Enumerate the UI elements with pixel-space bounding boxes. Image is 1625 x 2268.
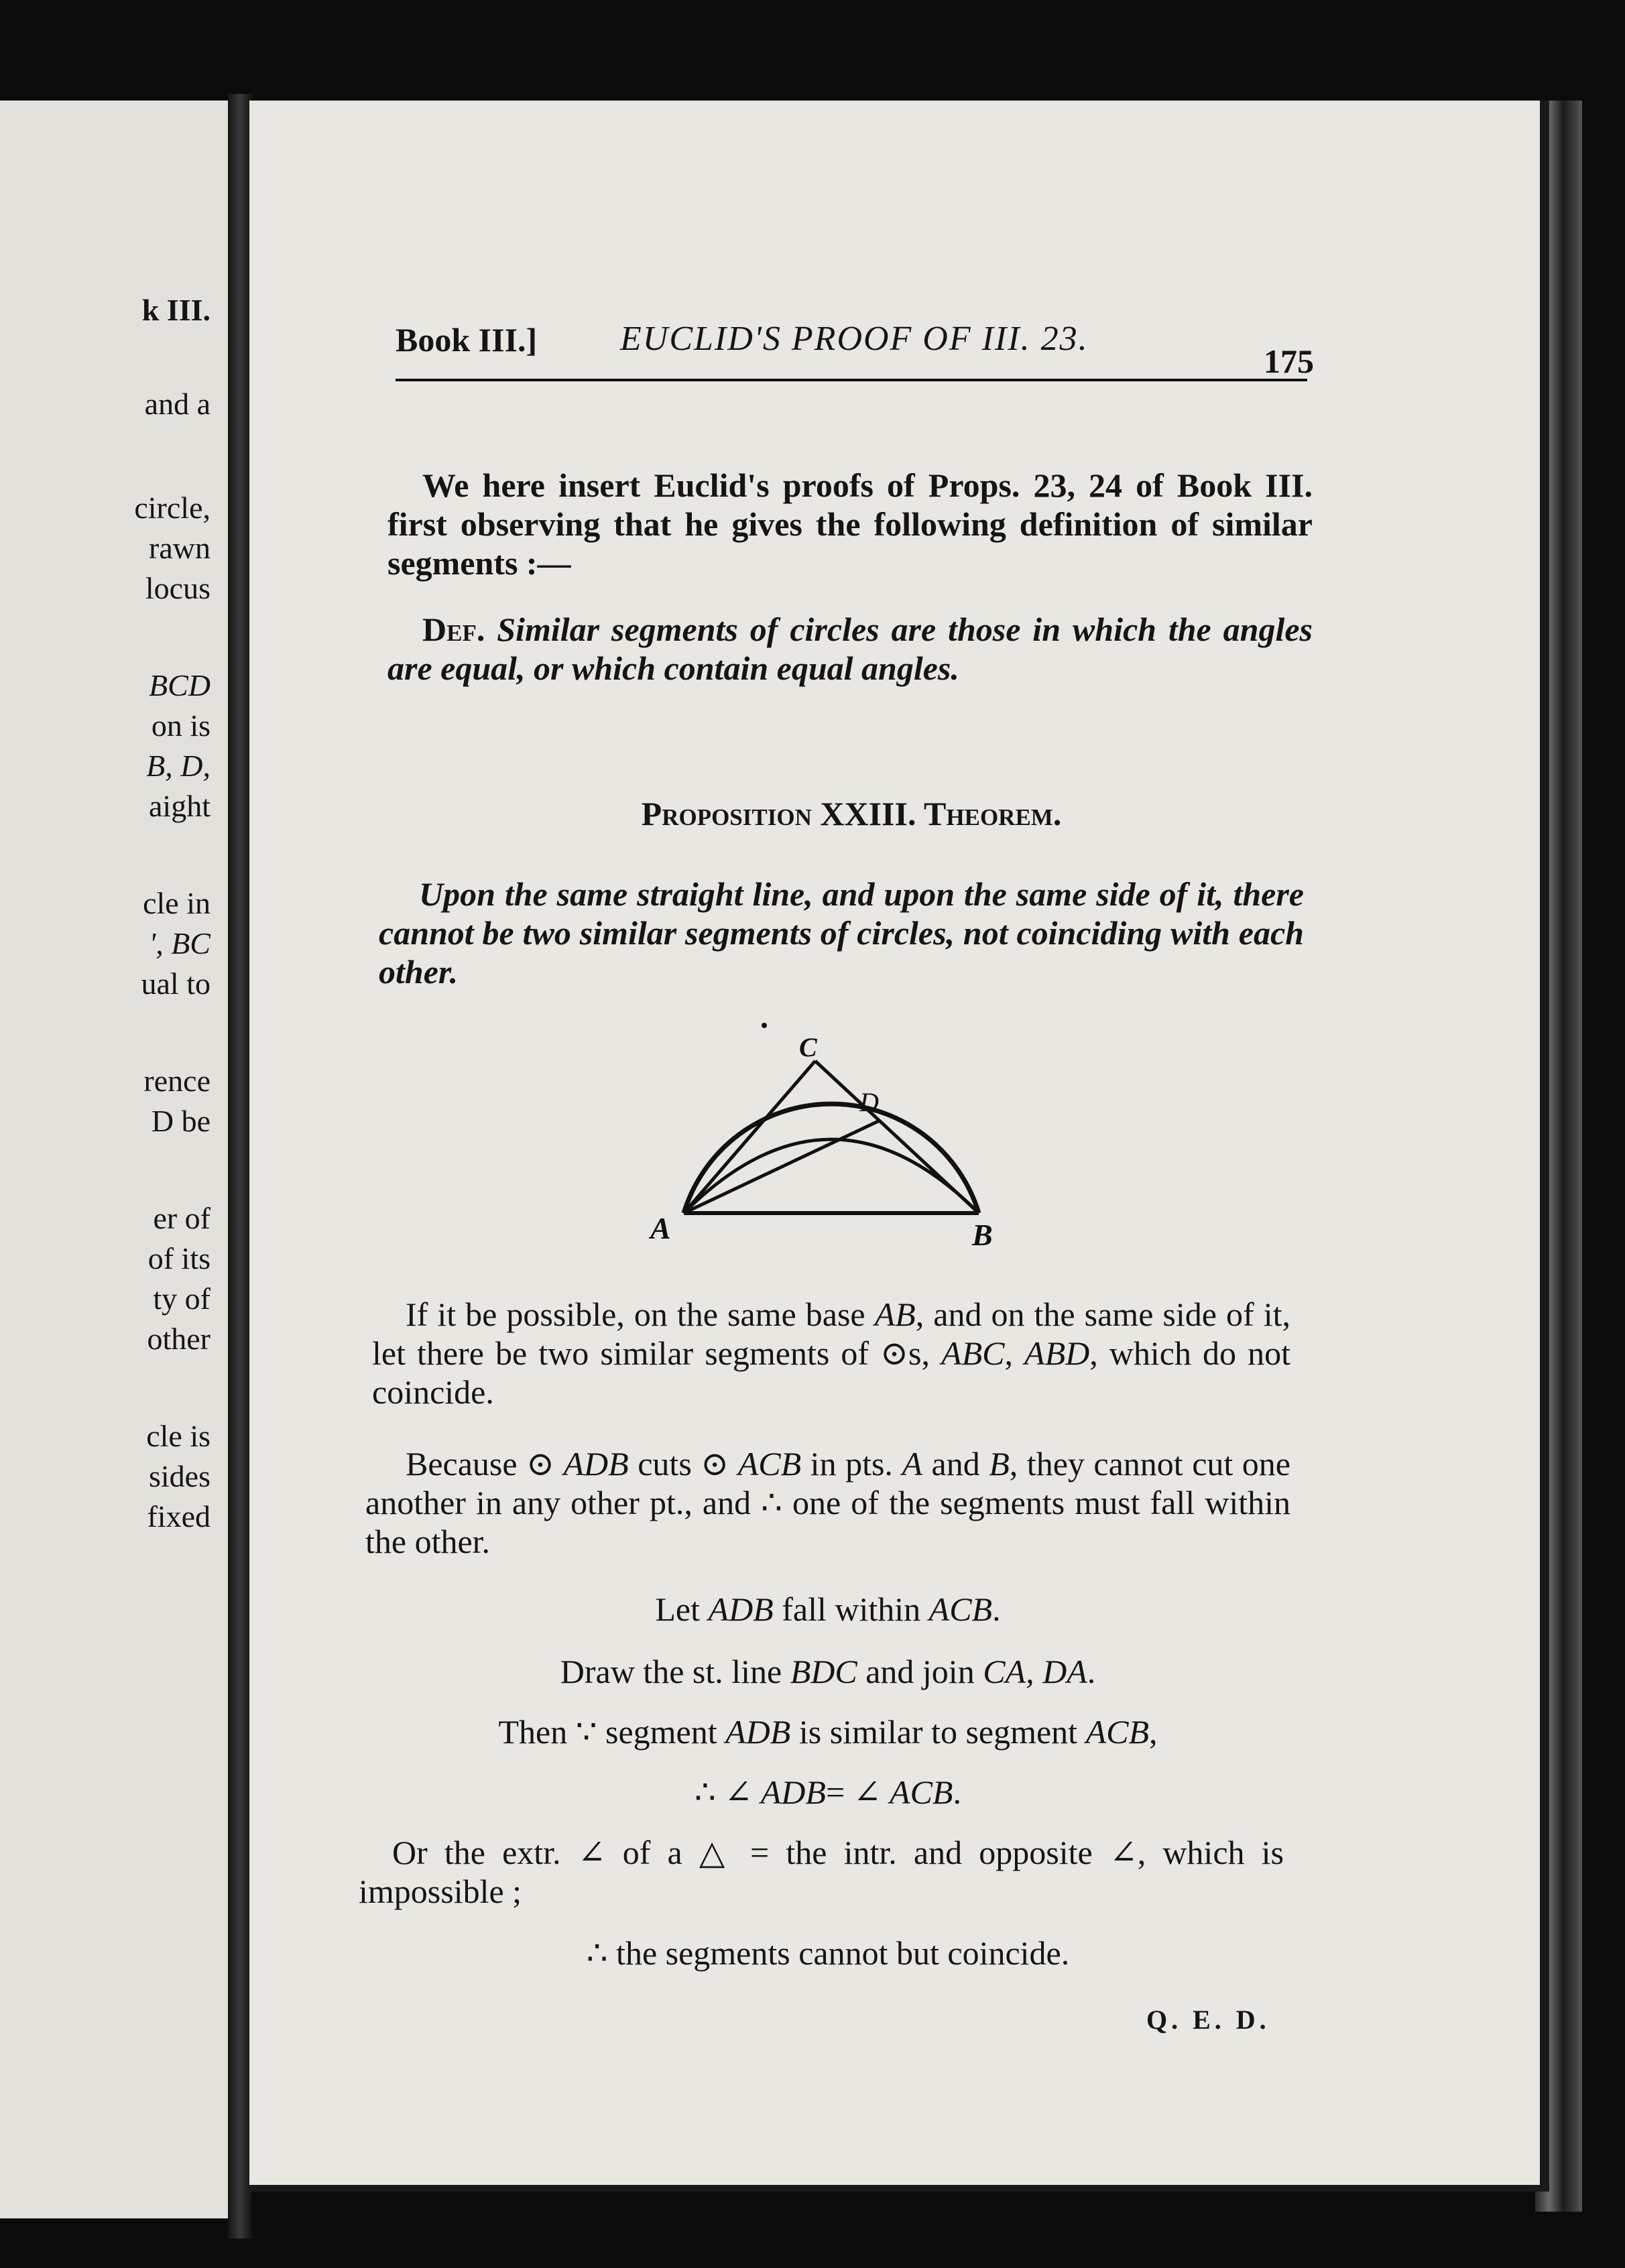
stray-dot [762,1023,767,1028]
arc-acb [684,1104,979,1213]
running-header-book: Book III.] [396,321,538,359]
proof-text: is similar to segment [790,1713,1086,1751]
proposition-heading: Proposition XXIII. Theorem. [641,795,1062,832]
label-d: D [859,1087,879,1117]
geometric-figure [644,1012,1019,1253]
left-page-text: rence [143,1064,210,1098]
proof-symbol: ACB [1085,1713,1150,1751]
proof-conclusion: ∴ the segments cannot but coincide. [586,1934,1070,1972]
arc-adb [684,1139,979,1213]
left-page-text: and a [144,387,210,421]
proof-step-let [365,1590,1290,1629]
proof-symbol: CA, DA [983,1653,1087,1690]
left-page-text: fixed [147,1499,210,1533]
header-rule [396,379,1307,381]
left-page-text: ty of [153,1281,210,1316]
proof-symbol: ABC [941,1334,1005,1372]
proof-text: . [953,1773,961,1811]
label-b: B [972,1218,993,1252]
left-page-text: k III. [141,293,210,327]
proof-text: Let [655,1590,709,1628]
left-page-text: D be [151,1104,210,1138]
proof-text: cuts ⊙ [628,1445,738,1483]
page-number: 175 [1264,342,1314,380]
proof-text: . [1087,1653,1096,1690]
proof-text: and join [857,1653,983,1690]
proof-text: fall within [773,1590,929,1628]
proof-step-draw [365,1652,1290,1691]
proof-text: Then ∵ segment [498,1713,726,1751]
proof-text: Because ⊙ [406,1445,564,1483]
proof-symbol: ADB [563,1445,629,1483]
proof-text: , [1004,1334,1025,1372]
left-page-text: B, D, [146,749,210,783]
proof-text: If it be possible, on the same base [406,1296,875,1333]
label-c: C [799,1032,817,1062]
proposition-enunciation: Upon the same straight line, and upon the same side of it, there cannot be two similar segments of circles, not coinciding with each other. [379,875,1304,991]
proof-symbol: A [902,1445,922,1483]
proof-symbol: AB [874,1296,916,1333]
left-page-text: other [147,1322,210,1356]
proof-symbol: ADB [708,1590,774,1628]
left-page-text: of its [147,1241,210,1275]
left-page-text: cle in [143,886,210,920]
proof-text: , [1149,1713,1158,1751]
book-gutter [228,94,252,2239]
left-page-text: ual to [141,966,210,1001]
line-da [684,1121,880,1213]
proof-text: Draw the st. line [560,1653,790,1690]
proof-step-then [365,1712,1290,1751]
left-page-text: locus [145,571,210,605]
left-page-text: ', BC [149,926,210,960]
proof-text: ∴ ∠ [695,1773,761,1811]
line-ca [684,1061,815,1213]
proof-text: , and on the same side of it, let there be two similar segments of ⊙s, [372,1296,1290,1372]
proof-text: in pts. [801,1445,902,1483]
proof-symbol: ADB [760,1773,826,1811]
running-header-title: EUCLID'S PROOF OF III. 23. [620,320,1089,358]
proof-paragraph-1 [372,1295,1290,1411]
left-facing-page [0,101,235,2218]
proof-symbol: BDC [790,1653,857,1690]
definition-paragraph [387,610,1313,688]
definition-label: Def. [422,611,485,648]
proof-text: , which do not coincide. [372,1334,1290,1411]
proof-symbol: ABD [1024,1334,1090,1372]
proof-paragraph-2 [365,1444,1290,1561]
line-bdc [815,1061,979,1213]
proof-step-therefore [365,1773,1290,1812]
proof-symbol: ADB [725,1713,791,1751]
proof-step-or: Or the extr. ∠ of a △ = the intr. and opposite ∠, which is impossible ; [359,1834,1284,1910]
label-a: A [650,1211,671,1245]
proof-symbol: ACB [737,1445,802,1483]
left-page-text: sides [149,1459,210,1493]
left-page-text: er of [153,1201,210,1235]
left-page-text: BCD [149,668,210,702]
intro-paragraph: We here insert Euclid's proofs of Props. 23, 24 of Book III. first observing that he gives the following definition of similar segments :— [387,466,1313,582]
proof-text: = ∠ [825,1773,890,1811]
proof-text: , they cannot cut one another in any other pt., and ∴ one of the segments must fall within the other. [365,1445,1290,1560]
proof-text: . [992,1590,1001,1628]
left-page-text: aight [149,789,210,823]
segments-diagram [644,1012,1019,1253]
definition-text: Similar segments of circles are those in which the angles are equal, or which contain equal angles. [387,611,1313,687]
proof-text: and [922,1445,989,1483]
left-page-text: rawn [149,531,210,565]
left-page-text: cle is [146,1419,210,1453]
left-page-text: on is [151,708,210,743]
left-page-text: circle, [134,491,210,525]
qed-mark: Q. E. D. [1146,2005,1270,2035]
proof-symbol: ACB [928,1590,993,1628]
proof-symbol: ACB [890,1773,953,1811]
proof-symbol: B [989,1445,1010,1483]
